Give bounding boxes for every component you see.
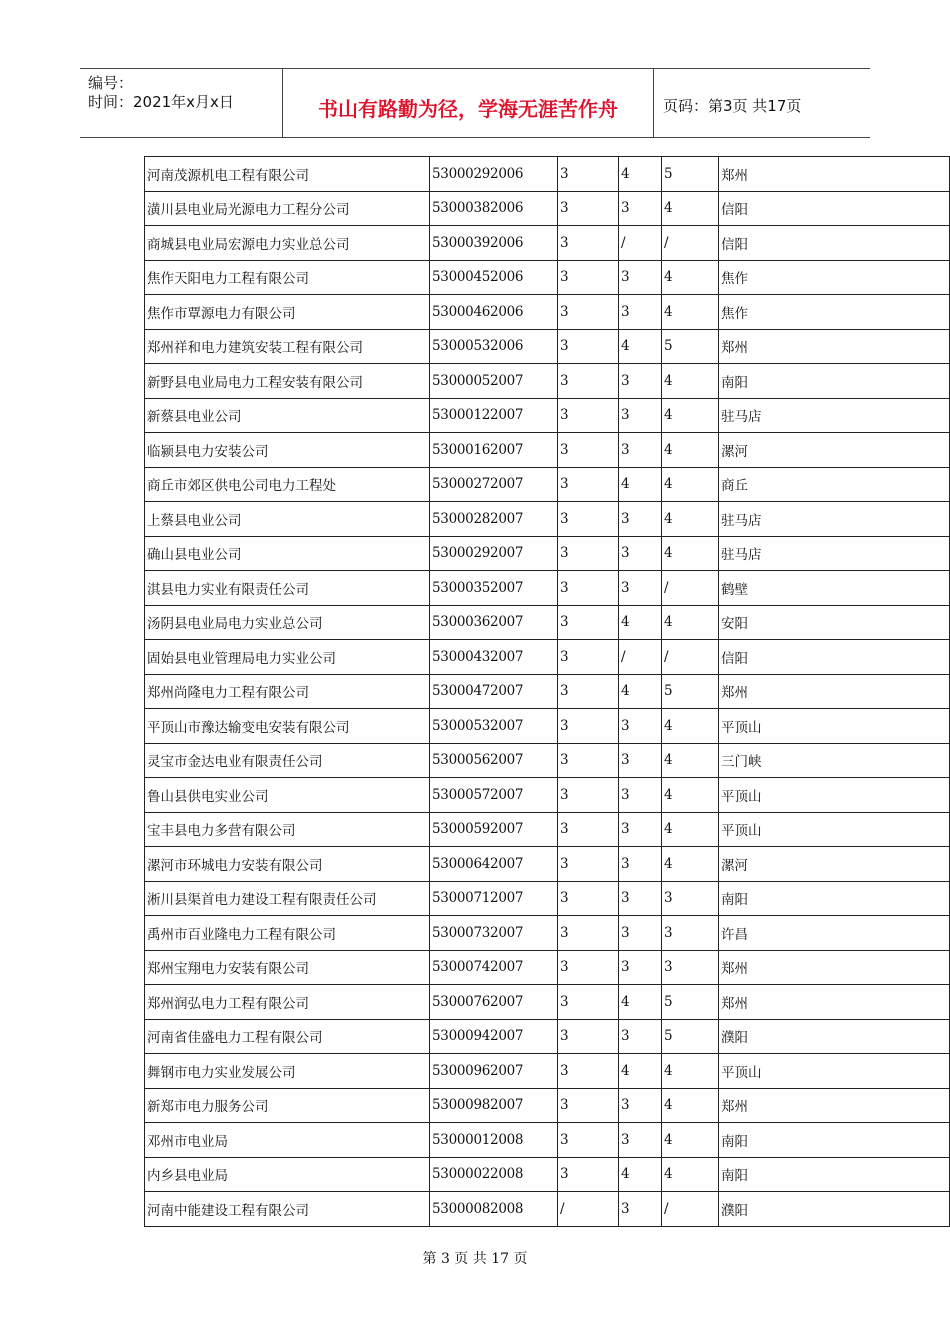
city-cell: 信阳	[719, 640, 950, 675]
level-a-cell: 3	[619, 433, 662, 468]
code-cell: 53000012008	[430, 1123, 558, 1158]
level-a-cell: 3	[619, 743, 662, 778]
company-cell: 郑州润弘电力工程有限公司	[145, 985, 430, 1020]
company-cell: 固始县电业管理局电力实业公司	[145, 640, 430, 675]
table-row	[145, 1123, 950, 1158]
level-b-cell: 3	[662, 916, 719, 951]
grade-cell: 3	[558, 709, 619, 744]
city-cell: 安阳	[719, 605, 950, 640]
table-row	[145, 985, 950, 1020]
code-cell: 53000562007	[430, 743, 558, 778]
city-cell: 濮阳	[719, 1019, 950, 1054]
company-cell: 郑州尚隆电力工程有限公司	[145, 674, 430, 709]
level-a-cell: 4	[619, 1157, 662, 1192]
level-b-cell: 4	[662, 467, 719, 502]
level-b-cell: 4	[662, 1123, 719, 1158]
table-row	[145, 191, 950, 226]
city-cell: 南阳	[719, 1157, 950, 1192]
table-row	[145, 1088, 950, 1123]
level-a-cell: 3	[619, 536, 662, 571]
level-b-cell: 5	[662, 157, 719, 192]
level-a-cell: 4	[619, 157, 662, 192]
level-a-cell: 3	[619, 571, 662, 606]
company-cell: 灵宝市金达电业有限责任公司	[145, 743, 430, 778]
level-b-cell: 4	[662, 502, 719, 537]
grade-cell: 3	[558, 260, 619, 295]
grade-cell: 3	[558, 329, 619, 364]
code-cell: 53000532006	[430, 329, 558, 364]
serial-label: 编号：	[88, 74, 134, 92]
city-cell: 焦作	[719, 260, 950, 295]
level-b-cell: 4	[662, 433, 719, 468]
level-b-cell: 5	[662, 329, 719, 364]
table-row	[145, 916, 950, 951]
code-cell: 53000122007	[430, 398, 558, 433]
table-row	[145, 571, 950, 606]
level-b-cell: 4	[662, 536, 719, 571]
city-cell: 驻马店	[719, 502, 950, 537]
level-a-cell: 3	[619, 260, 662, 295]
company-cell: 焦作天阳电力工程有限公司	[145, 260, 430, 295]
level-a-cell: 3	[619, 916, 662, 951]
company-cell: 汤阴县电业局电力实业总公司	[145, 605, 430, 640]
level-a-cell: 3	[619, 847, 662, 882]
city-cell: 鹤壁	[719, 571, 950, 606]
grade-cell: 3	[558, 950, 619, 985]
level-a-cell: 3	[619, 502, 662, 537]
level-a-cell: 3	[619, 1192, 662, 1227]
table-row	[145, 433, 950, 468]
city-cell: 驻马店	[719, 398, 950, 433]
code-cell: 53000982007	[430, 1088, 558, 1123]
grade-cell: 3	[558, 847, 619, 882]
grade-cell: 3	[558, 502, 619, 537]
level-a-cell: 3	[619, 1088, 662, 1123]
date-label: 时间：2021年x月x日	[88, 93, 234, 111]
company-cell: 鲁山县供电实业公司	[145, 778, 430, 813]
level-b-cell: 5	[662, 674, 719, 709]
level-a-cell: 4	[619, 605, 662, 640]
level-a-cell: 3	[619, 295, 662, 330]
company-cell: 新郑市电力服务公司	[145, 1088, 430, 1123]
grade-cell: 3	[558, 985, 619, 1020]
city-cell: 漯河	[719, 433, 950, 468]
level-b-cell: /	[662, 571, 719, 606]
level-b-cell: /	[662, 1192, 719, 1227]
grade-cell: 3	[558, 433, 619, 468]
grade-cell: 3	[558, 571, 619, 606]
level-b-cell: 5	[662, 985, 719, 1020]
level-b-cell: 4	[662, 605, 719, 640]
code-cell: 53000282007	[430, 502, 558, 537]
code-cell: 53000592007	[430, 812, 558, 847]
code-cell: 53000272007	[430, 467, 558, 502]
grade-cell: 3	[558, 743, 619, 778]
grade-cell: 3	[558, 191, 619, 226]
grade-cell: 3	[558, 1019, 619, 1054]
table-row	[145, 950, 950, 985]
grade-cell: 3	[558, 157, 619, 192]
company-cell: 淇县电力实业有限责任公司	[145, 571, 430, 606]
city-cell: 南阳	[719, 364, 950, 399]
city-cell: 郑州	[719, 985, 950, 1020]
table-row	[145, 812, 950, 847]
level-b-cell: 4	[662, 847, 719, 882]
grade-cell: 3	[558, 1088, 619, 1123]
level-b-cell: 4	[662, 1054, 719, 1089]
level-b-cell: 4	[662, 812, 719, 847]
records-table	[144, 156, 950, 1227]
level-a-cell: 4	[619, 674, 662, 709]
city-cell: 南阳	[719, 881, 950, 916]
grade-cell: 3	[558, 295, 619, 330]
table-row	[145, 536, 950, 571]
table-row	[145, 640, 950, 675]
level-a-cell: 3	[619, 1019, 662, 1054]
grade-cell: 3	[558, 605, 619, 640]
code-cell: 53000082008	[430, 1192, 558, 1227]
table-row	[145, 743, 950, 778]
company-cell: 内乡县电业局	[145, 1157, 430, 1192]
level-a-cell: 4	[619, 1054, 662, 1089]
grade-cell: 3	[558, 1123, 619, 1158]
level-b-cell: 4	[662, 1157, 719, 1192]
table-row	[145, 674, 950, 709]
code-cell: 53000942007	[430, 1019, 558, 1054]
code-cell: 53000472007	[430, 674, 558, 709]
code-cell: 53000642007	[430, 847, 558, 882]
code-cell: 53000572007	[430, 778, 558, 813]
level-b-cell: 5	[662, 1019, 719, 1054]
level-b-cell: 4	[662, 191, 719, 226]
level-b-cell: 3	[662, 881, 719, 916]
level-a-cell: 3	[619, 778, 662, 813]
table-row	[145, 1157, 950, 1192]
code-cell: 53000712007	[430, 881, 558, 916]
company-cell: 新野县电业局电力工程安装有限公司	[145, 364, 430, 399]
table-row	[145, 709, 950, 744]
city-cell: 商丘	[719, 467, 950, 502]
records-body	[145, 157, 950, 1227]
city-cell: 漯河	[719, 847, 950, 882]
grade-cell: 3	[558, 1157, 619, 1192]
code-cell: 53000962007	[430, 1054, 558, 1089]
level-b-cell: 4	[662, 260, 719, 295]
city-cell: 平顶山	[719, 1054, 950, 1089]
company-cell: 邓州市电业局	[145, 1123, 430, 1158]
table-row	[145, 329, 950, 364]
company-cell: 郑州祥和电力建筑安装工程有限公司	[145, 329, 430, 364]
grade-cell: 3	[558, 881, 619, 916]
level-a-cell: 3	[619, 398, 662, 433]
city-cell: 焦作	[719, 295, 950, 330]
company-cell: 宝丰县电力多营有限公司	[145, 812, 430, 847]
table-row	[145, 1054, 950, 1089]
code-cell: 53000452006	[430, 260, 558, 295]
city-cell: 三门峡	[719, 743, 950, 778]
level-b-cell: 4	[662, 364, 719, 399]
table-row	[145, 226, 950, 261]
grade-cell: 3	[558, 364, 619, 399]
table-row	[145, 1192, 950, 1227]
code-cell: 53000432007	[430, 640, 558, 675]
table-row	[145, 398, 950, 433]
code-cell: 53000392006	[430, 226, 558, 261]
grade-cell: 3	[558, 916, 619, 951]
grade-cell: 3	[558, 1054, 619, 1089]
city-cell: 平顶山	[719, 709, 950, 744]
company-cell: 淅川县渠首电力建设工程有限责任公司	[145, 881, 430, 916]
grade-cell: 3	[558, 398, 619, 433]
grade-cell: 3	[558, 778, 619, 813]
company-cell: 平顶山市豫达输变电安装有限公司	[145, 709, 430, 744]
company-cell: 河南茂源机电工程有限公司	[145, 157, 430, 192]
city-cell: 信阳	[719, 226, 950, 261]
header-motto-cell	[283, 69, 654, 137]
city-cell: 驻马店	[719, 536, 950, 571]
level-a-cell: 4	[619, 467, 662, 502]
code-cell: 53000052007	[430, 364, 558, 399]
level-a-cell: 4	[619, 985, 662, 1020]
level-a-cell: 3	[619, 950, 662, 985]
company-cell: 舞钢市电力实业发展公司	[145, 1054, 430, 1089]
company-cell: 临颍县电力安装公司	[145, 433, 430, 468]
table-row	[145, 364, 950, 399]
code-cell: 53000362007	[430, 605, 558, 640]
level-b-cell: 4	[662, 778, 719, 813]
level-a-cell: /	[619, 640, 662, 675]
level-b-cell: 4	[662, 1088, 719, 1123]
grade-cell: 3	[558, 536, 619, 571]
level-b-cell: 4	[662, 398, 719, 433]
code-cell: 53000292007	[430, 536, 558, 571]
city-cell: 郑州	[719, 329, 950, 364]
level-b-cell: /	[662, 640, 719, 675]
grade-cell: /	[558, 1192, 619, 1227]
level-b-cell: 4	[662, 295, 719, 330]
page-label: 页码：第3页 共17页	[663, 97, 802, 115]
city-cell: 信阳	[719, 191, 950, 226]
company-cell: 潢川县电业局光源电力工程分公司	[145, 191, 430, 226]
grade-cell: 3	[558, 226, 619, 261]
level-b-cell: 4	[662, 709, 719, 744]
company-cell: 上蔡县电业公司	[145, 502, 430, 537]
table-row	[145, 847, 950, 882]
code-cell: 53000732007	[430, 916, 558, 951]
table-row	[145, 605, 950, 640]
code-cell: 53000022008	[430, 1157, 558, 1192]
city-cell: 平顶山	[719, 778, 950, 813]
code-cell: 53000292006	[430, 157, 558, 192]
grade-cell: 3	[558, 467, 619, 502]
code-cell: 53000532007	[430, 709, 558, 744]
city-cell: 郑州	[719, 157, 950, 192]
company-cell: 禹州市百业隆电力工程有限公司	[145, 916, 430, 951]
company-cell: 漯河市环城电力安装有限公司	[145, 847, 430, 882]
city-cell: 平顶山	[719, 812, 950, 847]
table-row	[145, 502, 950, 537]
page-footer: 第 3 页 共 17 页	[422, 1251, 528, 1267]
city-cell: 郑州	[719, 674, 950, 709]
grade-cell: 3	[558, 674, 619, 709]
grade-cell: 3	[558, 640, 619, 675]
code-cell: 53000352007	[430, 571, 558, 606]
level-a-cell: /	[619, 226, 662, 261]
city-cell: 濮阳	[719, 1192, 950, 1227]
company-cell: 郑州宝翔电力安装有限公司	[145, 950, 430, 985]
level-b-cell: /	[662, 226, 719, 261]
level-a-cell: 3	[619, 881, 662, 916]
table-row	[145, 295, 950, 330]
level-b-cell: 4	[662, 743, 719, 778]
table-row	[145, 467, 950, 502]
page-header	[80, 68, 870, 138]
table-row	[145, 778, 950, 813]
company-cell: 确山县电业公司	[145, 536, 430, 571]
header-page-cell	[654, 69, 870, 137]
level-a-cell: 4	[619, 329, 662, 364]
level-a-cell: 3	[619, 812, 662, 847]
table-row	[145, 1019, 950, 1054]
table-row	[145, 157, 950, 192]
table-row	[145, 260, 950, 295]
level-a-cell: 3	[619, 364, 662, 399]
company-cell: 河南中能建设工程有限公司	[145, 1192, 430, 1227]
company-cell: 商城县电业局宏源电力实业总公司	[145, 226, 430, 261]
company-cell: 焦作市覃源电力有限公司	[145, 295, 430, 330]
code-cell: 53000382006	[430, 191, 558, 226]
header-meta	[80, 69, 283, 137]
table-row	[145, 881, 950, 916]
level-a-cell: 3	[619, 709, 662, 744]
grade-cell: 3	[558, 812, 619, 847]
city-cell: 郑州	[719, 950, 950, 985]
level-a-cell: 3	[619, 191, 662, 226]
city-cell: 郑州	[719, 1088, 950, 1123]
motto: 书山有路勤为径，学海无涯苦作舟	[318, 97, 618, 121]
level-b-cell: 3	[662, 950, 719, 985]
code-cell: 53000742007	[430, 950, 558, 985]
company-cell: 新蔡县电业公司	[145, 398, 430, 433]
company-cell: 商丘市郊区供电公司电力工程处	[145, 467, 430, 502]
code-cell: 53000462006	[430, 295, 558, 330]
company-cell: 河南省佳盛电力工程有限公司	[145, 1019, 430, 1054]
code-cell: 53000162007	[430, 433, 558, 468]
city-cell: 许昌	[719, 916, 950, 951]
code-cell: 53000762007	[430, 985, 558, 1020]
city-cell: 南阳	[719, 1123, 950, 1158]
level-a-cell: 3	[619, 1123, 662, 1158]
